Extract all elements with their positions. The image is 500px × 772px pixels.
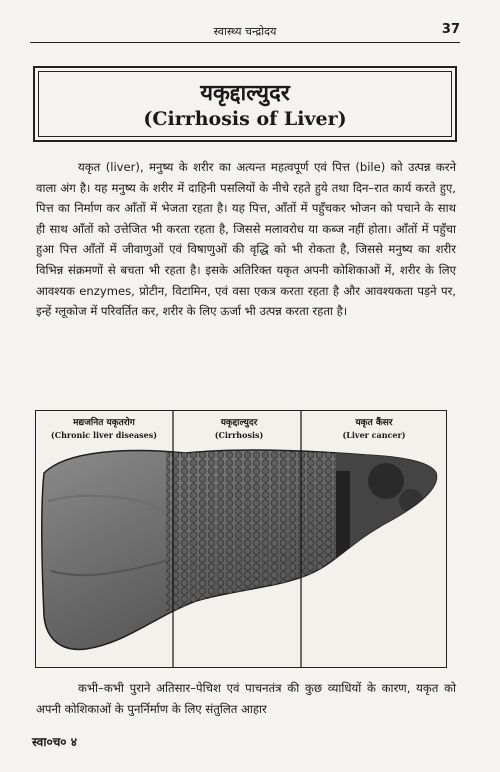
body-paragraph-1: यकृत (liver), मनुष्य के शरीर का अत्यन्त महत्वपूर्ण एवं पित्त (bile) को उत्पन्न करने वाला अंग है। यह मनुष्य के शरीर में दाहिनी पसलियों के नीचे रहते हुये तथा दिन–रात कार्य करते हुए, पित्त का निर्माण कर आँतों में भेजता रहता है। यह पित्त, आँतों में पहुँचकर भोजन को पचाने के साथ ही साथ आँतों को उत्तेजित भी करता रहता है, जिससे मलावरोध या कब्ज नहीं होता। आँतों में पहुँचा हुआ पित्त आँतों में जीवाणुओं एवं विषाणुओं की वृद्धि को भी रोकता है, जिससे मनुष्य का शरीर विभिन्न संक्रमणों से बचता भी रहता है। इसके अतिरिक्त यकृत अपनी कोशिकाओं में, शरीर के लिए आवश्यक enzymes, प्रोटीन, विटामिन, एवं वसा एकत्र करता रहता है और आवश्यकता पड़ने पर, इन्हें ग्लूकोज में परिवर्तित कर, शरीर के लिए ऊर्जा भी उत्पन्न करता रहता है। (36, 160, 456, 319)
body-paragraph-2: कभी–कभी पुराने अतिसार–पेचिश एवं पाचनतंत्र की कुछ व्याधियों के कारण, यकृत को अपनी कोशिकाओं के पुनर्निर्माण के लिए संतुलित आहार (36, 681, 456, 716)
figure-label-chronic (39, 417, 169, 441)
figure-label-cirrhosis (184, 417, 294, 441)
figure-label-cancer-english: (Liver cancer) (342, 430, 406, 440)
figure-label-cancer (304, 417, 444, 441)
footer-signature: स्वा०च० ४ (32, 735, 77, 749)
figure-label-chronic-hindi: मद्यजनित यकृतरोग (73, 418, 135, 428)
chapter-title-hindi: यकृद्दाल्युदर (200, 81, 290, 106)
page-number: 37 (441, 22, 460, 37)
figure-label-cirrhosis-english: (Cirrhosis) (214, 430, 264, 440)
liver-illustration (35, 410, 447, 668)
figure-label-cirrhosis-hindi: यकृद्दाल्युदर (220, 418, 258, 428)
running-header (30, 22, 460, 43)
running-title: स्वास्थ्य चन्द्रोदय (213, 25, 277, 38)
chapter-title-english: (Cirrhosis of Liver) (143, 108, 347, 130)
liver-drawing (36, 411, 447, 668)
figure-label-cancer-hindi: यकृत कैंसर (355, 418, 393, 428)
figure-label-chronic-english: (Chronic liver diseases) (50, 430, 158, 440)
chapter-title-box (33, 66, 457, 142)
